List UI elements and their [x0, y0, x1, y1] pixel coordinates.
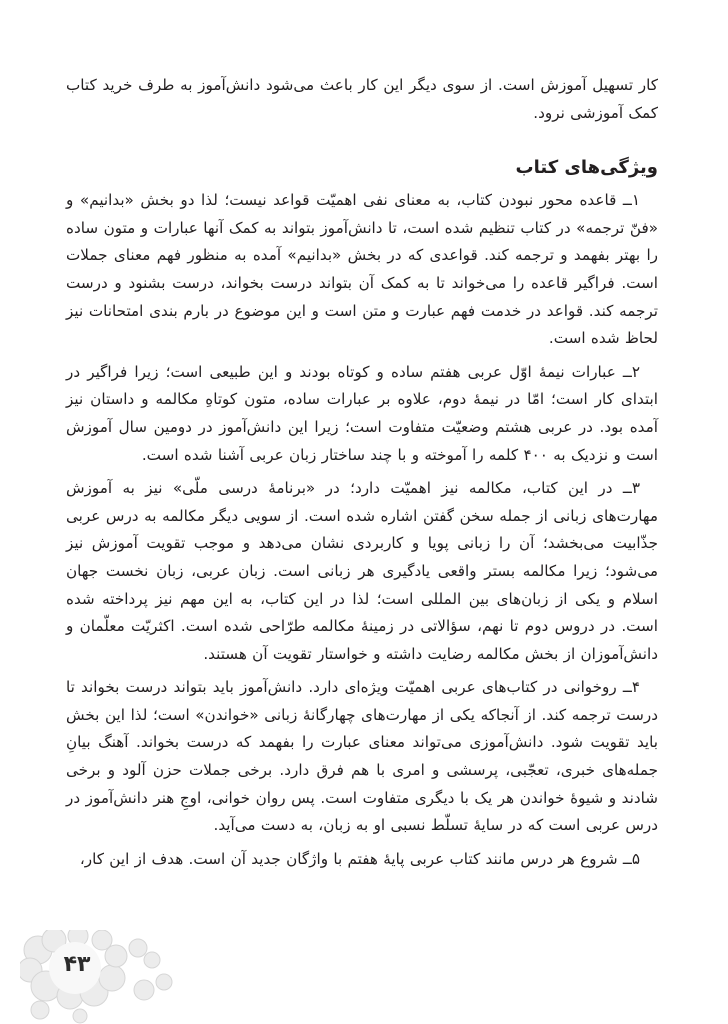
paragraph-item-4: ۴ــ روخوانی در کتاب‌های عربی اهمیّت ویژه‌ای دارد. دانش‌آموز باید بتواند درست بخواند تا درست ترجمه کند. از آنجاکه یکی از مهارت‌های چهارگانهٔ زبانی «خواندن» است؛ لذا این بخش باید تقویت شود. دانش‌آموزی می‌تواند معنای عبارت را بفهمد که درست بخواند. آهنگ بیانِ جمله‌های خبری، تعجّبی، پرسشی و امری با هم فرق دارد. برخی جملات حزن آلود و برخی شادند و شیوهٔ خواندن هر یک با دیگری متفاوت است. پس روان خوانی، اوجِ هنر دانش‌آموز در درس عربی است که در سایهٔ تسلّط نسبی او به زبان، به دست می‌آید. [66, 678, 658, 835]
page-number: ۴۳ [63, 952, 91, 977]
page-number-area [20, 930, 180, 1024]
paragraph-item-2: ۲ــ عبارات نیمهٔ اوّل عربی هفتم ساده و کوتاه بودند و این طبیعی است؛ زیرا فراگیر در ابتدای کار است؛ امّا در نیمهٔ دوم، علاوه بر عبارات ساده، متون کوتاهِ مکالمه و داستان نیز آمده بود. در عربی هشتم وضعیّت متفاوت است؛ زیرا این دانش‌آموز در دومین سال آموزش است و نزدیک به ۴۰۰ کلمه را آموخته و با چند ساختار زبان عربی آشنا شده است. [66, 362, 658, 464]
paragraph-item-1: ۱ــ قاعده محور نبودن کتاب، به معنای نفی اهمیّت قواعد نیست؛ لذا دو بخش «بدانیم» و «فنّ ترجمه» در کتاب تنظیم شده است، تا دانش‌آموز بتواند به کمک آنها عبارات و متون ساده را بهتر بفهمد و ترجمه کند. قواعدی که در بخش «بدانیم» آمده به منظور فهم معنای جملات است. فراگیر قاعده را می‌خواند تا به کمک آن بتواند درست بخواند، درست بشنود و درست ترجمه کند. قواعد در خدمت فهم عبارت و متن است و این موضوع در بارم بندی امتحانات نیز لحاظ شده است. [66, 191, 658, 348]
page-content [66, 72, 658, 879]
paragraph-item-5: ۵ــ شروع هر درس مانند کتاب عربی پایهٔ هفتم با واژگان جدید آن است. هدف از این کار، [79, 849, 640, 868]
paragraph-item-3: ۳ــ در این کتاب، مکالمه نیز اهمیّت دارد؛ در «برنامهٔ درسی ملّی» نیز به آموزش مهارت‌های زبانی از جمله سخن گفتن اشاره شده است. از سویی دیگر مکالمه به درس عربی جذّابیت می‌بخشد؛ آن را زبانی پویا و کاربردی نشان می‌دهد و موجب تقویت آموزش نیز می‌شود؛ زیرا مکالمه بستر واقعی یادگیری هر زبانی است. زبان عربی، زبان نخست جهان اسلام و یکی از زبان‌های بین المللی است؛ لذا در این کتاب، به این مهم نیز پرداخته شده است. در دروس دوم تا نهم، سؤالاتی در زمینهٔ مکالمه طرّاحی شده است. اکثریّت معلّمان و دانش‌آموزان از بخش مکالمه رضایت داشته و خواستار تقویت آن هستند. [66, 479, 658, 663]
intro-paragraph: کار تسهیل آموزش است. از سوی دیگر این کار باعث می‌شود دانش‌آموز به طرف خرید کتاب کمک آموزشی نرود. [66, 76, 658, 122]
section-title: ویژگی‌های کتاب [515, 157, 658, 179]
flower-decoration-icon [20, 930, 180, 1024]
